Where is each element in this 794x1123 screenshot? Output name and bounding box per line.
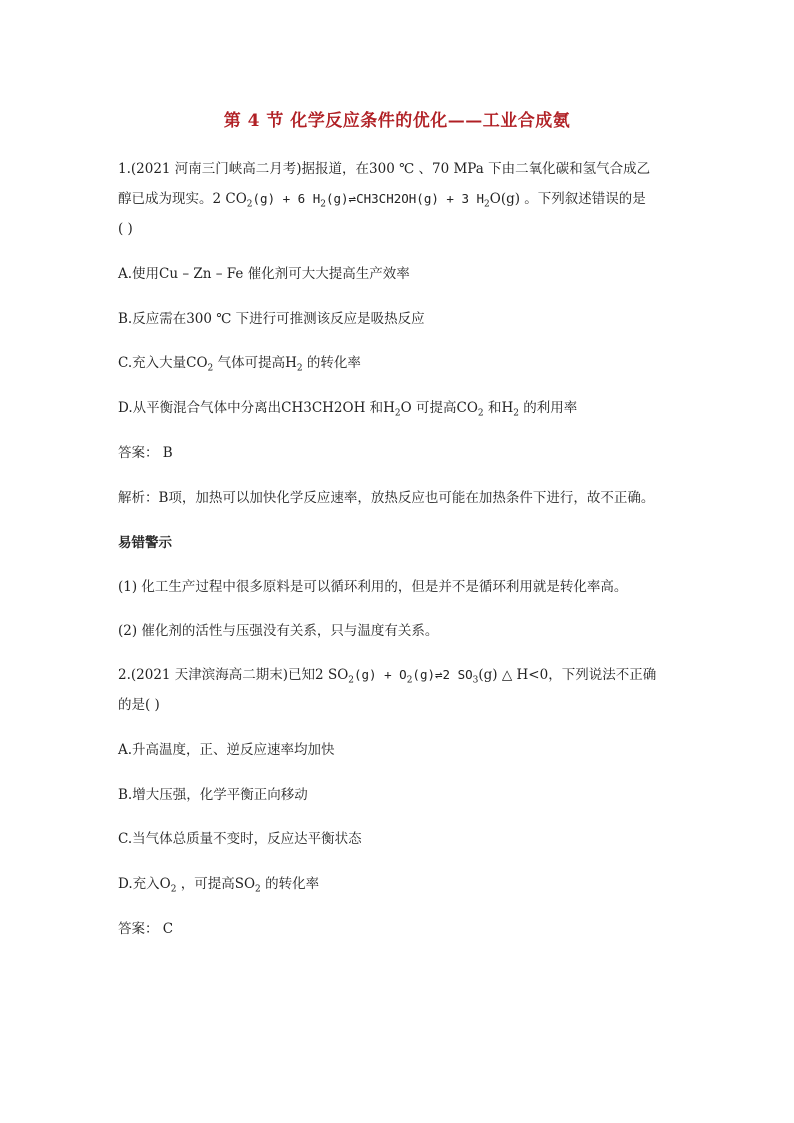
warning-heading: 易错警示 [118,535,172,551]
q2-equation-part: (g) △ H<0，下列说法不正确 [478,667,657,683]
subscript: 2 [394,408,401,419]
q1-equation-part: (g) + 6 H [252,191,321,206]
q2-stem-line2: 的是( ) [118,697,160,713]
option-text: ，可提高SO [176,876,256,892]
q2-equation-part: (g)⇌2 SO [412,667,473,682]
option-text: 气体可提高H [213,355,297,371]
q1-answer: 答案： B [118,445,173,461]
subscript: 2 [246,199,253,210]
q1-option-d [118,398,688,418]
subscript: 2 [320,199,326,210]
warning-item-2: (2) 催化剂的活性与压强没有关系，只与温度有关系。 [118,623,439,639]
subscript: 2 [348,675,354,686]
q1-stem-text: 醇已成为现实。2 CO [118,191,247,207]
subscript: 3 [472,675,479,686]
q2-option-d [118,874,688,894]
q1-option-c [118,353,688,373]
option-text: 的转化率 [260,876,320,892]
q2-equation-part: (g) + O [354,667,407,682]
subscript: 2 [406,675,413,686]
q2-stem-line1 [118,665,688,685]
q1-equation-part: O(g) 。下列叙述错误的是 [489,191,646,207]
q1-stem-line1: 1.(2021 河南三门峡高二月考)据报道，在300 ℃ 、70 MPa 下由二氧化碳和氢气合成乙 [118,161,651,177]
option-text: 和H [483,400,514,416]
option-text: O 可提高CO [400,400,478,416]
subscript: 2 [513,408,519,419]
q1-option-a: A.使用Cu – Zn – Fe 催化剂可大大提高生产效率 [118,266,410,282]
q2-option-c: C.当气体总质量不变时，反应达平衡状态 [118,831,362,847]
warning-item-1: (1) 化工生产过程中很多原料是可以循环利用的，但是并不是循环利用就是转化率高。 [118,579,628,595]
option-text: 的利用率 [518,400,578,416]
q1-answer-blank: ( ) [118,221,133,237]
subscript: 2 [170,884,177,895]
subscript: 2 [207,363,214,374]
subscript: 2 [484,199,490,210]
subscript: 2 [477,408,484,419]
option-text: D.从平衡混合气体中分离出CH3CH2OH 和H [118,400,395,416]
subscript: 2 [296,363,303,374]
option-text: 的转化率 [302,355,361,371]
subscript: 2 [255,884,261,895]
option-text: D.充入O [118,876,171,892]
q1-option-b: B.反应需在300 ℃ 下进行可推测该反应是吸热反应 [118,311,425,327]
q1-stem-line2 [118,189,688,209]
q2-option-b: B.增大压强，化学平衡正向移动 [118,787,308,803]
q2-option-a: A.升高温度，正、逆反应速率均加快 [118,742,335,758]
option-text: C.充入大量CO [118,355,208,371]
q2-answer: 答案： C [118,921,174,937]
q1-equation-part: (g)⇌CH3CH2OH(g) + 3 H [325,191,485,206]
q2-stem-text: 2.(2021 天津滨海高二期末)已知2 SO [118,667,349,683]
q1-analysis: 解析：B项，加热可以加快化学反应速率，放热反应也可能在加热条件下进行，故不正确。 [118,490,655,506]
page-title: 第 4 节 化学反应条件的优化——工业合成氨 [223,111,571,131]
